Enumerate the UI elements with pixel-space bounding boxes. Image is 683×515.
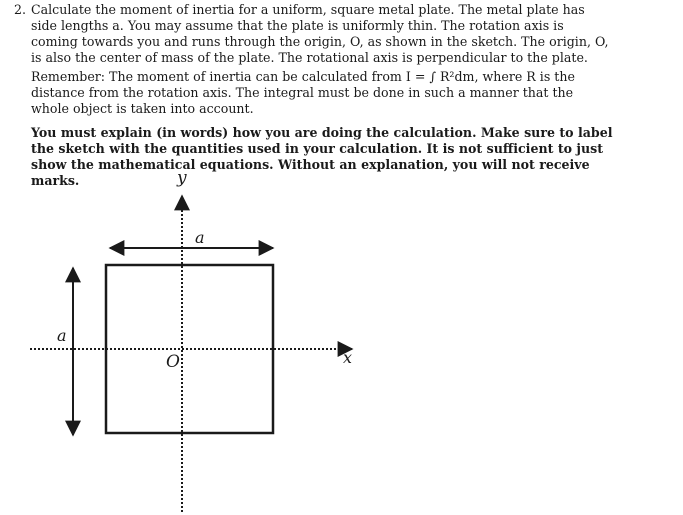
origin-label: O — [166, 352, 180, 372]
problem-paragraph-3: You must explain (in words) how you are doing the calculation. Make sure to label the sketch with the quantities used in your calculation. It is not sufficient to just show the mathematical equations. Without an explanation, you will not receive marks. — [31, 125, 613, 188]
x-axis-label: x — [343, 348, 353, 367]
left-dimension-label: a — [57, 326, 67, 345]
y-axis-label: y — [177, 168, 187, 188]
problem-paragraph-2: Remember: The moment of inertia can be calculated from I = ∫ R²dm, where R is the distance from the rotation axis. The integral must be done in such a manner that the whole object is taken into account. — [31, 69, 575, 116]
question-number: 2. — [14, 2, 27, 17]
top-dimension-label: a — [195, 228, 205, 247]
problem-statement: Calculate the moment of inertia for a uniform, square metal plate. The metal plate has side lengths a. You may assume that the plate is uniformly thin. The rotation axis is coming towards you and runs through the origin, O, as shown in the sketch. The origin, O, is also the center of mass of the plate. The rotational axis is perpendicular to the plate. — [31, 2, 609, 65]
